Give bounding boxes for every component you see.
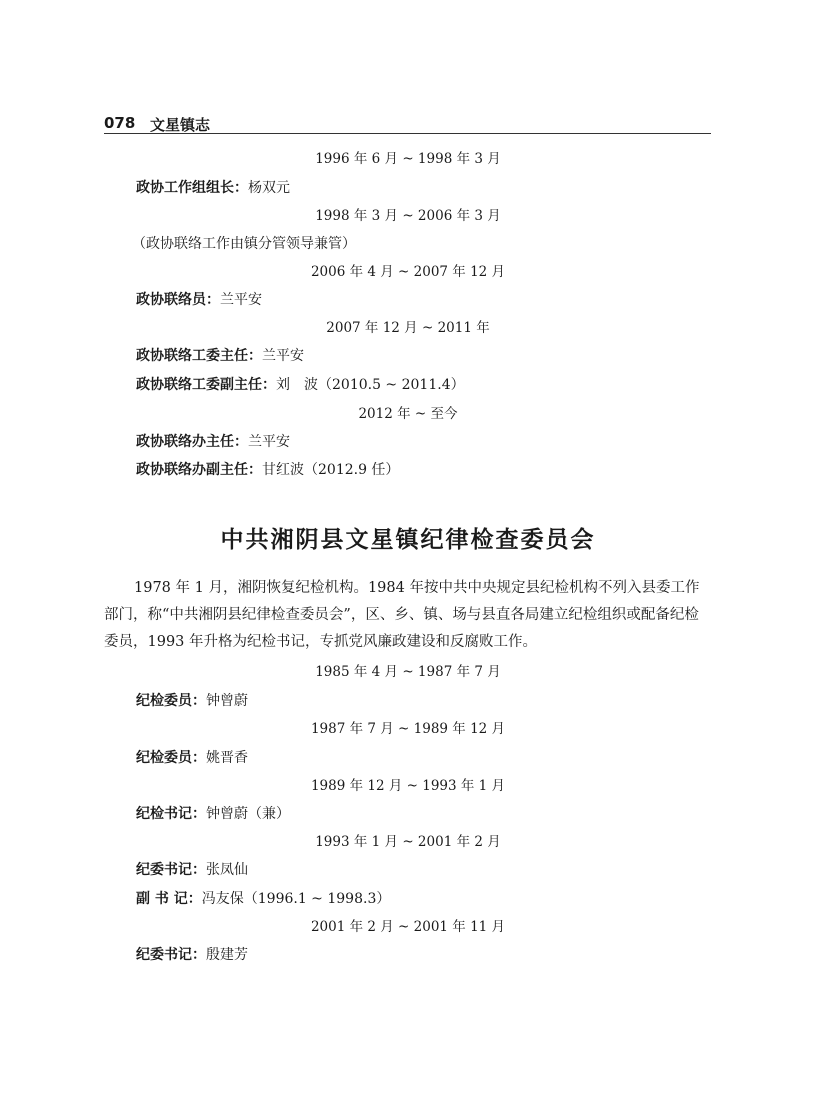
- term-date: 1985 年 4 月 ~ 1987 年 7 月: [315, 664, 501, 680]
- position-label: 政协联络办主任：: [136, 434, 248, 450]
- person-name: 冯友保（1996.1 ~ 1998.3）: [201, 891, 391, 907]
- header-rule: [104, 133, 711, 134]
- section-title: 中共湘阴县文星镇纪律检查委员会: [220, 527, 596, 553]
- note-text: （政协联络工作由镇分管领导兼管）: [132, 236, 356, 252]
- person-name: 甘红波（2012.9 任）: [262, 462, 400, 478]
- position-label: 政协联络员：: [136, 292, 220, 308]
- personnel-entry: [136, 433, 290, 451]
- personnel-entry: [136, 376, 465, 394]
- intro-paragraph: 1978 年 1 月，湘阴恢复纪检机构。1984 年按中共中央规定县纪检机构不列入县委工作部门，称“中共湘阴县纪律检查委员会”，区、乡、镇、场与县直各局建立纪检组织或配备纪检委员，1993 年升格为纪检书记，专抓党风廉政建设和反腐败工作。: [104, 580, 700, 650]
- term-date: 1987 年 7 月 ~ 1989 年 12 月: [310, 721, 506, 737]
- position-label: 纪委书记：: [136, 862, 206, 878]
- personnel-entry: [136, 179, 290, 197]
- personnel-entry: [136, 861, 248, 879]
- term-date: 2012 年 ~ 至今: [358, 406, 458, 422]
- position-label: 副 书 记：: [136, 891, 202, 907]
- personnel-entry: [136, 291, 262, 309]
- term-date: 2006 年 4 月 ~ 2007 年 12 月: [310, 264, 506, 280]
- personnel-entry: [136, 946, 248, 964]
- person-name: 杨双元: [248, 180, 290, 196]
- position-label: 政协联络工委副主任：: [136, 377, 276, 393]
- person-name: 钟曾蔚（兼）: [206, 806, 290, 822]
- page-header: [104, 112, 711, 134]
- page-number: 078: [104, 114, 136, 132]
- position-label: 纪检书记：: [136, 806, 206, 822]
- person-name: 张凤仙: [206, 862, 248, 878]
- person-name: 兰平安: [248, 434, 290, 450]
- position-label: 纪检委员：: [136, 750, 206, 766]
- personnel-entry: [136, 890, 390, 908]
- personnel-entry: [136, 461, 399, 479]
- term-date: 1989 年 12 月 ~ 1993 年 1 月: [310, 778, 506, 794]
- position-label: 政协联络办副主任：: [136, 462, 262, 478]
- book-title: 文星镇志: [150, 116, 211, 134]
- position-label: 政协工作组组长：: [136, 180, 248, 196]
- personnel-entry: [136, 749, 248, 767]
- personnel-entry: [136, 805, 290, 823]
- person-name: 姚晋香: [206, 750, 248, 766]
- position-label: 政协联络工委主任：: [136, 348, 262, 364]
- term-date: 2007 年 12 月 ~ 2011 年: [326, 320, 490, 336]
- position-label: 纪委书记：: [136, 947, 206, 963]
- person-name: 兰平安: [262, 348, 304, 364]
- term-date: 1998 年 3 月 ~ 2006 年 3 月: [315, 208, 501, 224]
- person-name: 兰平安: [220, 292, 262, 308]
- position-label: 纪检委员：: [136, 693, 206, 709]
- term-date: 2001 年 2 月 ~ 2001 年 11 月: [310, 919, 506, 935]
- personnel-entry: [136, 692, 248, 710]
- personnel-entry: [136, 347, 304, 365]
- person-name: 钟曾蔚: [206, 693, 248, 709]
- term-date: 1996 年 6 月 ~ 1998 年 3 月: [315, 151, 501, 167]
- person-name: 殷建芳: [206, 947, 248, 963]
- person-name: 刘 波（2010.5 ~ 2011.4）: [276, 377, 465, 393]
- term-date: 1993 年 1 月 ~ 2001 年 2 月: [315, 834, 501, 850]
